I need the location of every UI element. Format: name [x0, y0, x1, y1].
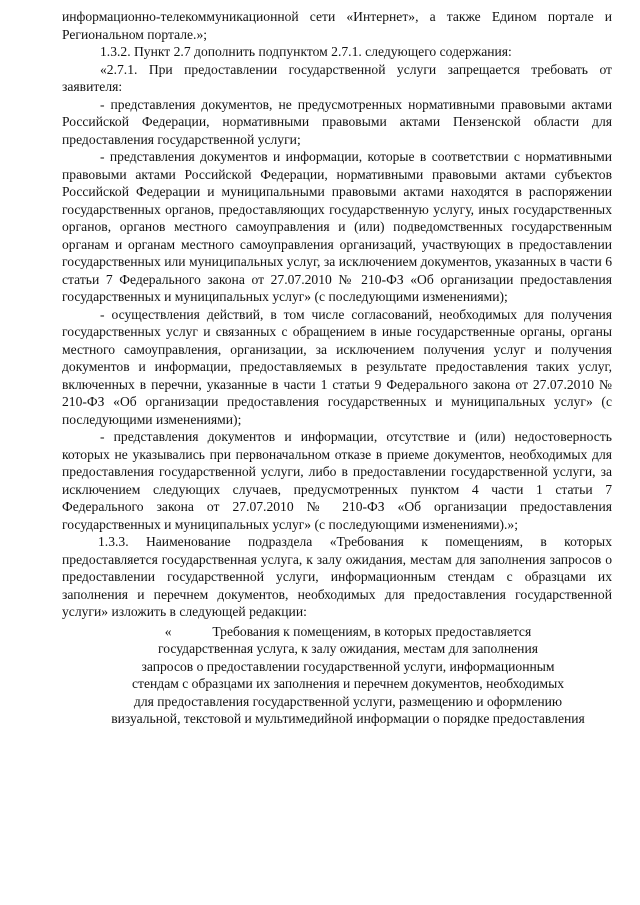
paragraph-2-7-1: «2.7.1. При предоставлении государственной услуги запрещается требовать от заявителя:	[62, 61, 612, 94]
list-item-actions: - осуществления действий, в том числе согласований, необходимых для получения государственных услуг и связанных с обращением в иные государственные органы, органы местного самоуправления, организации, за исключением получения услуг и получения документов и информации, предоставляемых в результате предоставления таких услуг, включенных в перечни, указанные в части 1 статьи 9 Федерального закона от 27.07.2010 № 210-ФЗ «Об организации предоставления государственных и муниципальных услуг» (с последующими изменениями);	[62, 306, 612, 427]
list-item-documents-and-information: - представления документов и информации, которые в соответствии с нормативными правовыми актами Российской Федерации, нормативными правовыми актами субъектов Российской Федерации и муниципальными правовыми актами находятся в распоряжении государственных органов, предоставляющих государственную услугу, иных государственных органов, органов местного самоуправления и (или) подведомственных государственным органам и органам местного самоуправления организаций, участвующих в предоставлении государственных или муниципальных услуг, за исключением документов, указанных в части 6 статьи 7 Федерального закона от 27.07.2010 № 210-ФЗ «Об организации предоставления государственных и муниципальных услуг» (с последующими изменениями);	[62, 149, 612, 304]
heading-line: запросов о предоставлении государственной услуги, информационным	[141, 658, 555, 674]
heading-line: « Требования к помещениям, в которых предоставляется	[164, 623, 532, 639]
heading-line: визуальной, текстовой и мультимедийной информации о порядке предоставления	[111, 711, 585, 726]
list-item-documents: - представления документов, не предусмотренных нормативными правовыми актами Российской Федерации, нормативными правовыми актами Пензенской области для предоставления государственной услуги;	[62, 96, 612, 147]
list-item-missing-documents: - представления документов и информации, отсутствие и (или) недостоверность которых не указывались при первоначальном отказе в приеме документов, необходимых для предоставления государственной услуги, либо в предоставлении государственной услуги, за исключением следующих случаев, предусмотренных пунктом 4 части 1 статьи 7 Федерального закона от 27.07.2010 № 210-ФЗ «Об организации предоставления государственных и муниципальных услуг» (с последующими изменениями).»;	[62, 429, 612, 532]
paragraph-continuation: информационно-телекоммуникационной сети «Интернет», а также Едином портале и Региональном портале.»;	[62, 9, 612, 42]
paragraph-1-3-2: 1.3.2. Пункт 2.7 дополнить подпунктом 2.7.1. следующего содержания:	[100, 44, 512, 59]
heading-line: государственная услуга, к залу ожидания, местам для заполнения	[157, 641, 538, 656]
paragraph-1-3-3: 1.3.3. Наименование подраздела «Требования к помещениям, в которых предоставляется государственная услуга, к залу ожидания, местам для заполнения запросов о предоставлении государственной услуги, информационным стендам с образцами их заполнения и перечнем документов, необходимых для предоставления государственной услуги» изложить в следующей редакции:	[62, 534, 612, 619]
heading-line: стендам с образцами их заполнения и перечнем документов, необходимых	[132, 676, 564, 691]
heading-line: для предоставления государственной услуги, размещению и оформлению	[133, 693, 563, 709]
subsection-heading	[62, 623, 612, 728]
